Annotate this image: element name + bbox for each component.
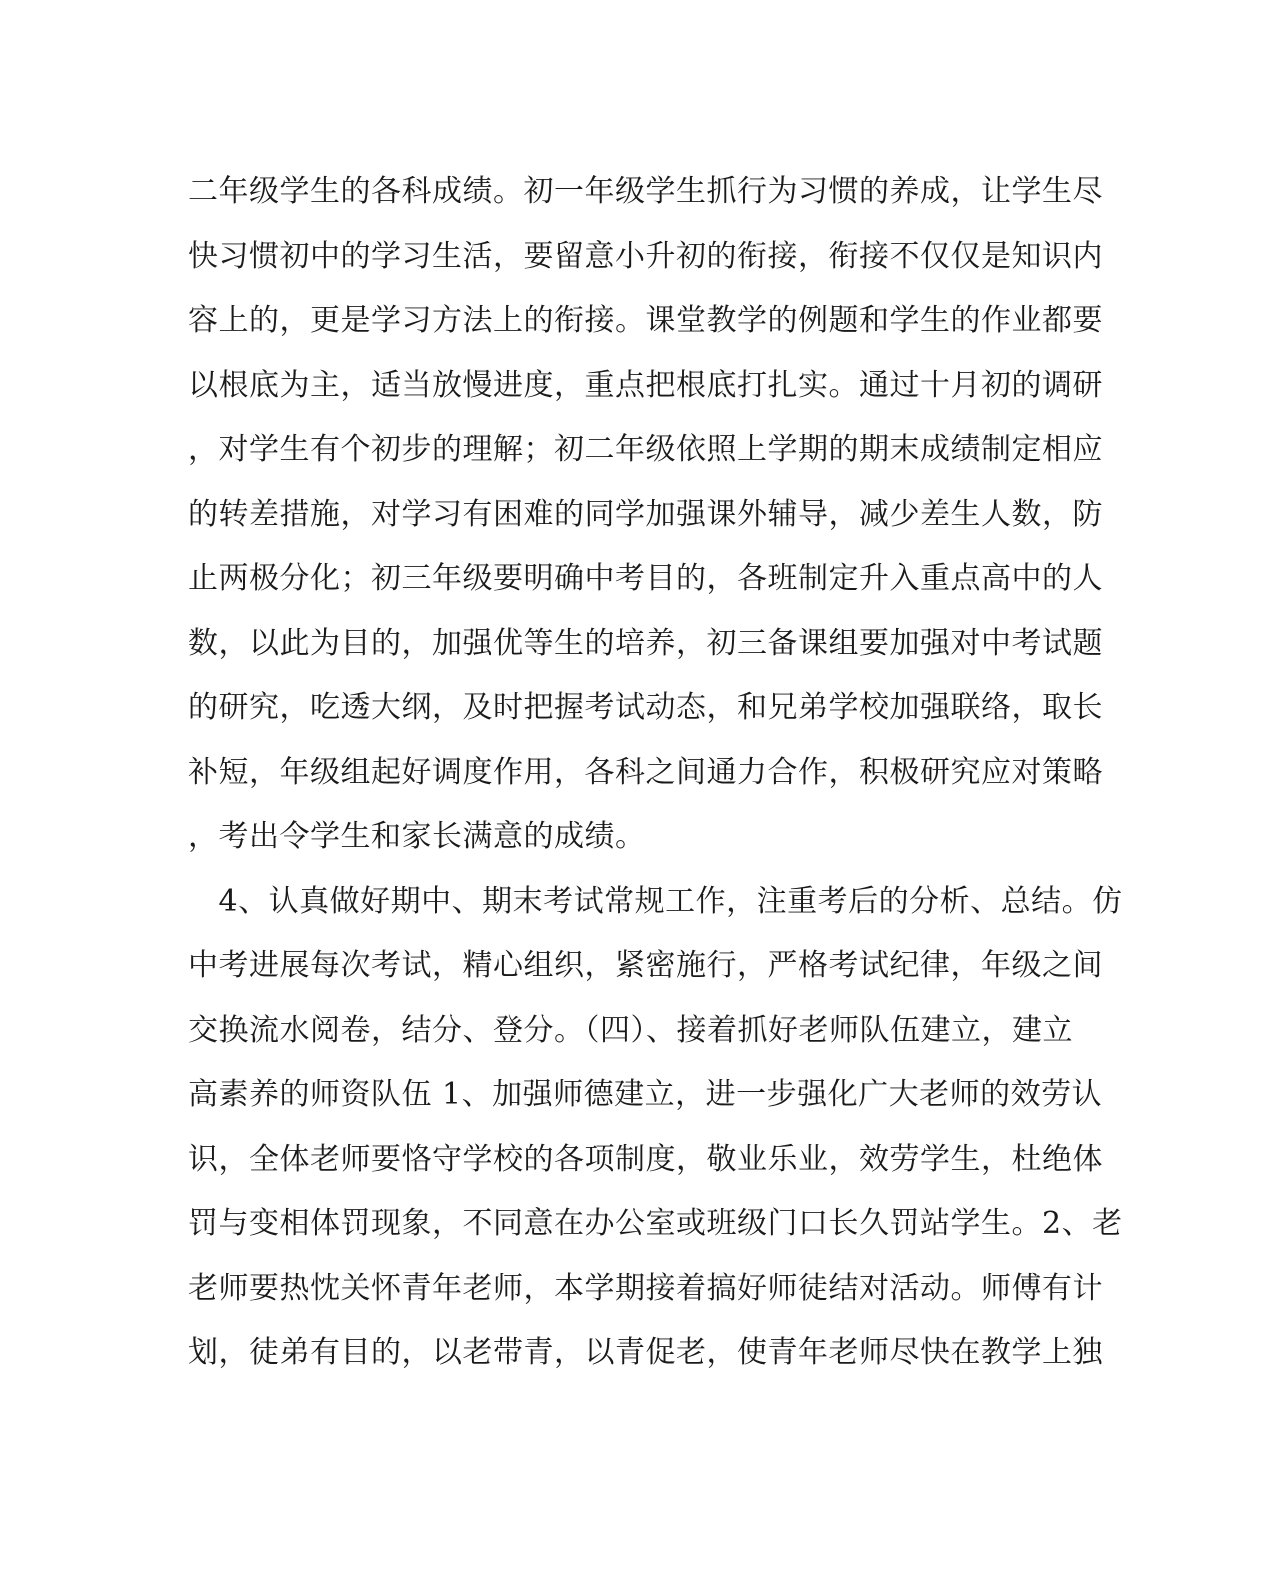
text-line: 快习惯初中的学习生活，要留意小升初的衔接，衔接不仅仅是知识内 [188,238,1103,274]
text-line: 以根底为主，适当放慢进度，重点把根底打扎实。通过十月初的调研 [188,367,1103,403]
text-line: 罚与变相体罚现象，不同意在办公室或班级门口长久罚站学生。2、老 [188,1206,1123,1241]
text-line: 识，全体老师要恪守学校的各项制度，敬业乐业，效劳学生，杜绝体 [188,1141,1103,1177]
text-line: 中考进展每次考试，精心组织，紧密施行，严格考试纪律，年级之间 [188,948,1103,983]
text-line: ，对学生有个初步的理解；初二年级依照上学期的期末成绩制定相应 [188,432,1103,467]
body-text [188,160,1123,1386]
text-line: 划，徒弟有目的，以老带青，以青促老，使青年老师尽快在教学上独 [188,1335,1103,1370]
text-line: ，考出令学生和家长满意的成绩。 [188,819,646,854]
text-line: 的研究，吃透大纲，及时把握考试动态，和兄弟学校加强联络，取长 [188,690,1103,725]
text-line: 止两极分化；初三年级要明确中考目的，各班制定升入重点高中的人 [188,561,1103,596]
text-line: 老师要热忱关怀青年老师，本学期接着搞好师徒结对活动。师傅有计 [188,1270,1103,1306]
text-line: 容上的，更是学习方法上的衔接。课堂教学的例题和学生的作业都要 [188,303,1103,338]
text-line: 的转差措施，对学习有困难的同学加强课外辅导，减少差生人数，防 [188,496,1103,532]
text-line: 4、认真做好期中、期末考试常规工作，注重考后的分析、总结。仿 [188,883,1123,919]
text-line: 交换流水阅卷，结分、登分。（四）、接着抓好老师队伍建立，建立 [188,1012,1073,1048]
text-line: 数，以此为目的，加强优等生的培养，初三备课组要加强对中考试题 [188,625,1103,661]
text-line: 补短，年级组起好调度作用，各科之间通力合作，积极研究应对策略 [188,754,1103,790]
text-line: 高素养的师资队伍 1、加强师德建立，进一步强化广大老师的效劳认 [188,1077,1103,1112]
text-line: 二年级学生的各科成绩。初一年级学生抓行为习惯的养成，让学生尽 [188,174,1103,209]
